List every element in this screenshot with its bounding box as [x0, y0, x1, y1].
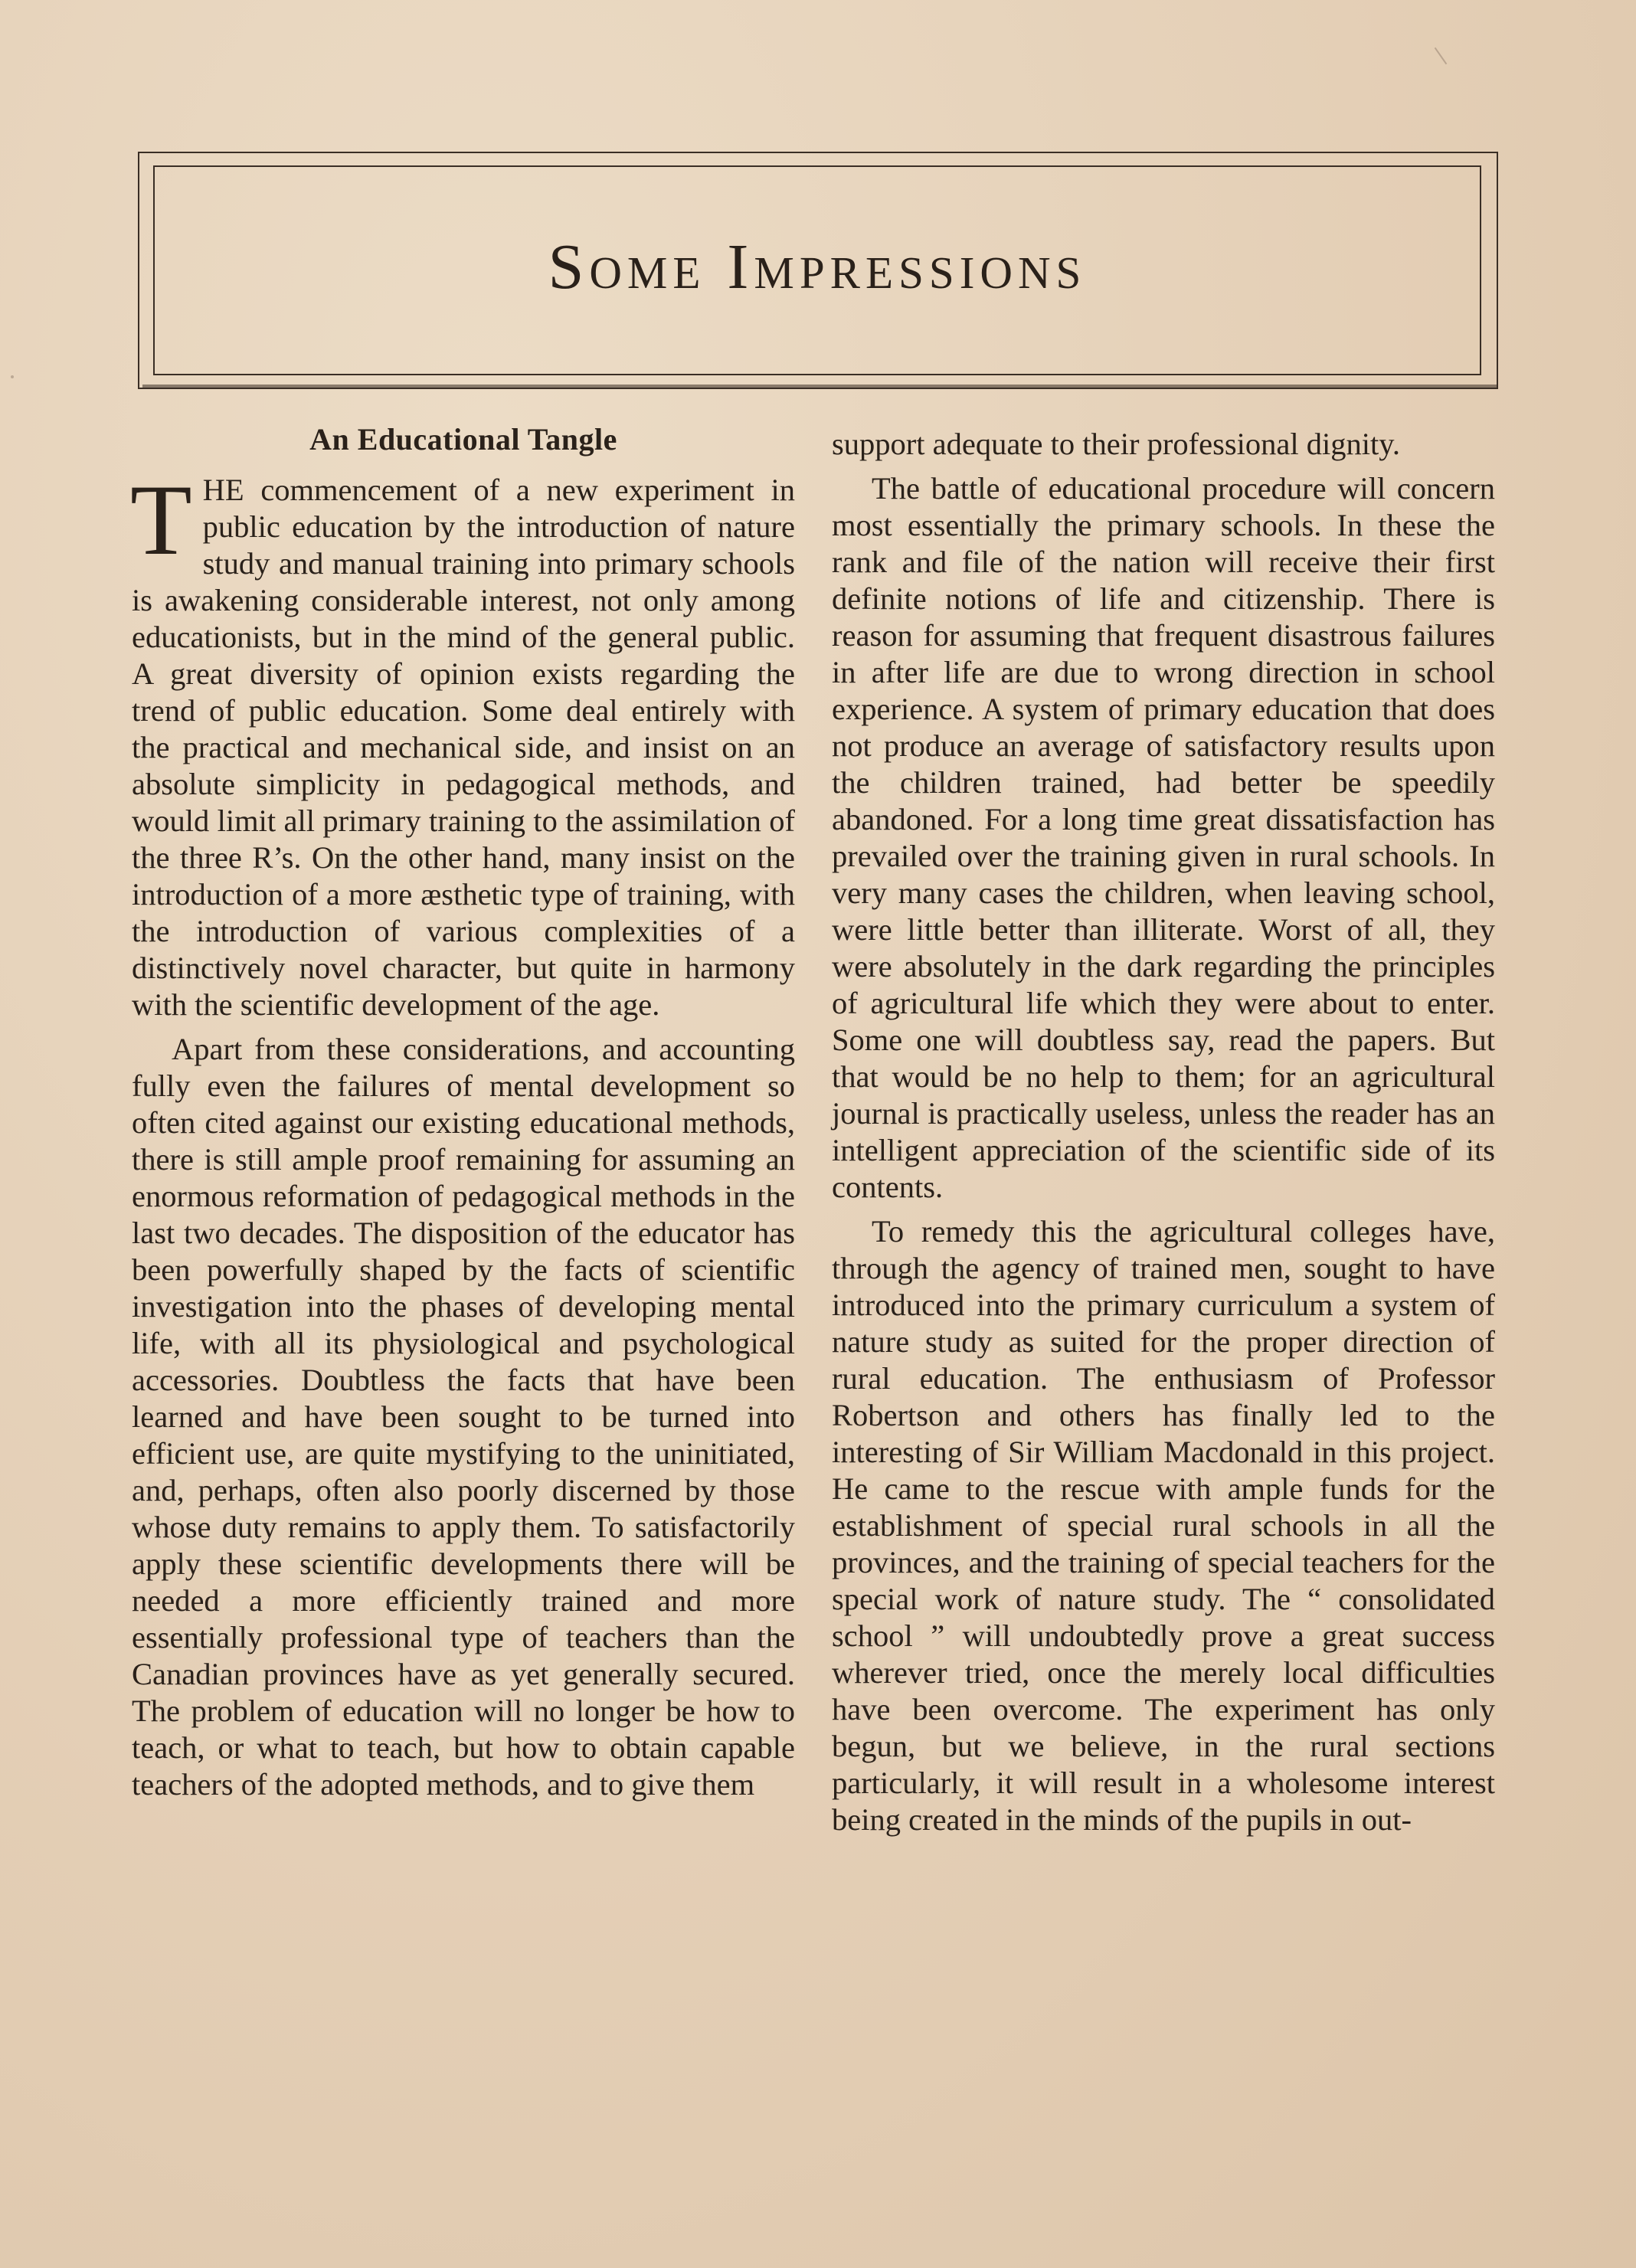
- paper-speck-mark: [11, 375, 14, 378]
- paragraph-2: Apart from these considerations, and accounting fully even the failures of mental development so often cited against our existing educational methods, there is still ample proof remaining for assuming an enormous reformation of pedagogical methods in the last two decades. The disposition of the educator has been powerfully shaped by the facts of scientific investigation into the phases of developing mental life, with all its physiological and psychological accessories. Doubtless the facts that have been learned and have been sought to be turned into efficient use, are quite mystifying to the uninitiated, and, perhaps, often also poorly discerned by those whose duty remains to apply them. To satisfactorily apply these scientific developments there will be needed a more efficiently trained and more essentially professional type of teachers than the Canadian provinces have as yet generally secured. The problem of education will no longer be how to teach, or what to teach, but how to obtain capable teachers of the adopted methods, and to give them: [132, 1032, 795, 1802]
- right-column: [832, 426, 1495, 1838]
- paragraph-1-text: HE commencement of a new experiment in public education by the introduction of nature study and manual training into primary schools is awakening considerable interest, not only among educationists, but in the mind of the general public. A great diversity of opinion exists regarding the trend of public education. Some deal entirely with the practical and mechanical side, and insist on an absolute simplicity in pedagogical methods, and would limit all primary training to the assimilation of the three R’s. On the other hand, many insist on the introduction of a more æsthetic type of training, with the introduction of various complexities of a distinctively novel character, but quite in harmony with the scientific development of the age.: [132, 473, 795, 1022]
- paper-scratch-mark: [1435, 47, 1448, 64]
- paragraph-3: The battle of educational procedure will concern most essentially the primary schools. In these the rank and file of the nation will receive their first definite notions of life and citizenship. There is reason for assuming that frequent disastrous failures in after life are due to wrong direction in school experience. A system of primary education that does not produce an average of satisfactory results upon the children trained, had better be speedily abandoned. For a long time great dissatisfaction has prevailed over the training given in rural schools. In very many cases the children, when leaving school, were little better than illiterate. Worst of all, they were absolutely in the dark regarding the principles of agricultural life which they were about to enter. Some one will doubtless say, read the papers. But that would be no help to them; for an agricultural journal is practically useless, unless the reader has an intelligent appreciation of the scientific side of its contents.: [832, 471, 1495, 1204]
- drop-cap: T: [130, 463, 192, 576]
- article-subheading: An Educational Tangle: [309, 422, 617, 457]
- paragraph-continued: support adequate to their professional dignity.: [832, 427, 1400, 461]
- page-title: Some Impressions: [548, 231, 1087, 303]
- title-frame-shadow: [142, 385, 1497, 388]
- paragraph-4: To remedy this the agricultural colleges have, through the agency of trained men, sought to have introduced into the primary curriculum a system of nature study as suited for the proper direction of rural education. The enthusiasm of Professor Robertson and others has finally led to the interesting of Sir William Macdonald in this project. He came to the rescue with ample funds for the establishment of special rural schools in all the provinces, and the training of special teachers for the special work of nature study. The “ consolidated school ” will undoubtedly prove a great success wherever tried, once the merely local difficulties have been overcome. The experiment has only begun, but we believe, in the rural sections particularly, it will result in a wholesome interest being created in the minds of the pupils in out-: [832, 1214, 1495, 1837]
- left-column: [132, 420, 795, 1803]
- paragraph-1: [130, 463, 795, 1023]
